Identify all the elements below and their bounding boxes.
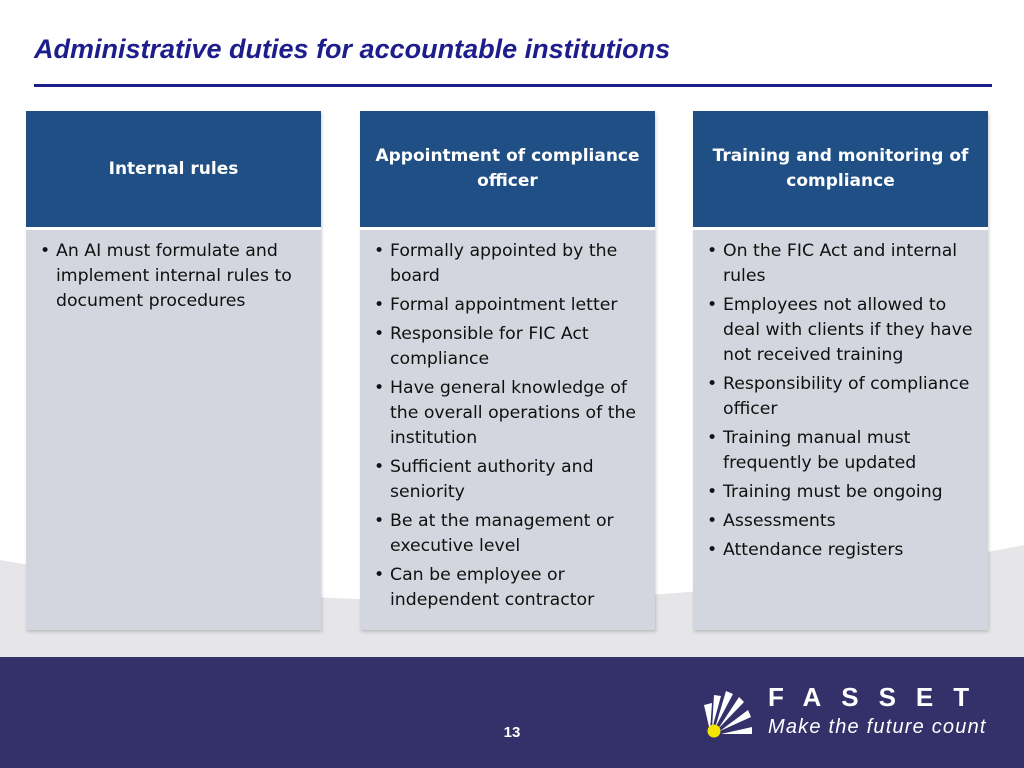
bullet-item: • Formal appointment letter (370, 293, 645, 318)
column-header (693, 111, 988, 227)
slide-title: Administrative duties for accountable institutions (34, 34, 671, 64)
bullet-item: • Sufficient authority and seniority (370, 455, 645, 505)
bullet-item: • Training must be ongoing (703, 480, 978, 505)
bullet-item: • Assessments (703, 509, 978, 534)
page-number: 13 (503, 724, 521, 741)
column-header (26, 111, 321, 227)
bullet-item: • Can be employee or independent contractor (370, 563, 645, 613)
column-training-monitoring (693, 111, 988, 630)
bullet-item: • Formally appointed by the board (370, 239, 645, 289)
fasset-sunburst-icon (702, 687, 754, 739)
fasset-tagline: Make the future count (768, 716, 987, 738)
column-internal-rules (26, 111, 321, 630)
bullet-list (703, 239, 978, 563)
fasset-wordmark: FASSET (768, 682, 990, 712)
bullet-item: • Attendance registers (703, 538, 978, 563)
column-heading: Training and monitoring of compliance (712, 146, 969, 191)
column-compliance-officer (360, 111, 655, 630)
bullet-item: • Responsibility of compliance officer (703, 372, 978, 422)
bullet-item: • Be at the management or executive level (370, 509, 645, 559)
column-heading: Internal rules (108, 158, 239, 179)
column-heading: Appointment of compliance officer (375, 146, 640, 191)
column-header (360, 111, 655, 227)
column-body (360, 227, 655, 630)
column-body (693, 227, 988, 630)
bullet-list (370, 239, 645, 613)
bullet-item: • On the FIC Act and internal rules (703, 239, 978, 289)
bullet-item: • An AI must formulate and implement internal rules to document procedures (36, 239, 311, 314)
bullet-item: • Employees not allowed to deal with clients if they have not received training (703, 293, 978, 368)
column-body (26, 227, 321, 630)
title-underline (34, 84, 992, 87)
bullet-list (36, 239, 311, 314)
bullet-item: • Training manual must frequently be updated (703, 426, 978, 476)
bullet-item: • Responsible for FIC Act compliance (370, 322, 645, 372)
bullet-item: • Have general knowledge of the overall operations of the institution (370, 376, 645, 451)
